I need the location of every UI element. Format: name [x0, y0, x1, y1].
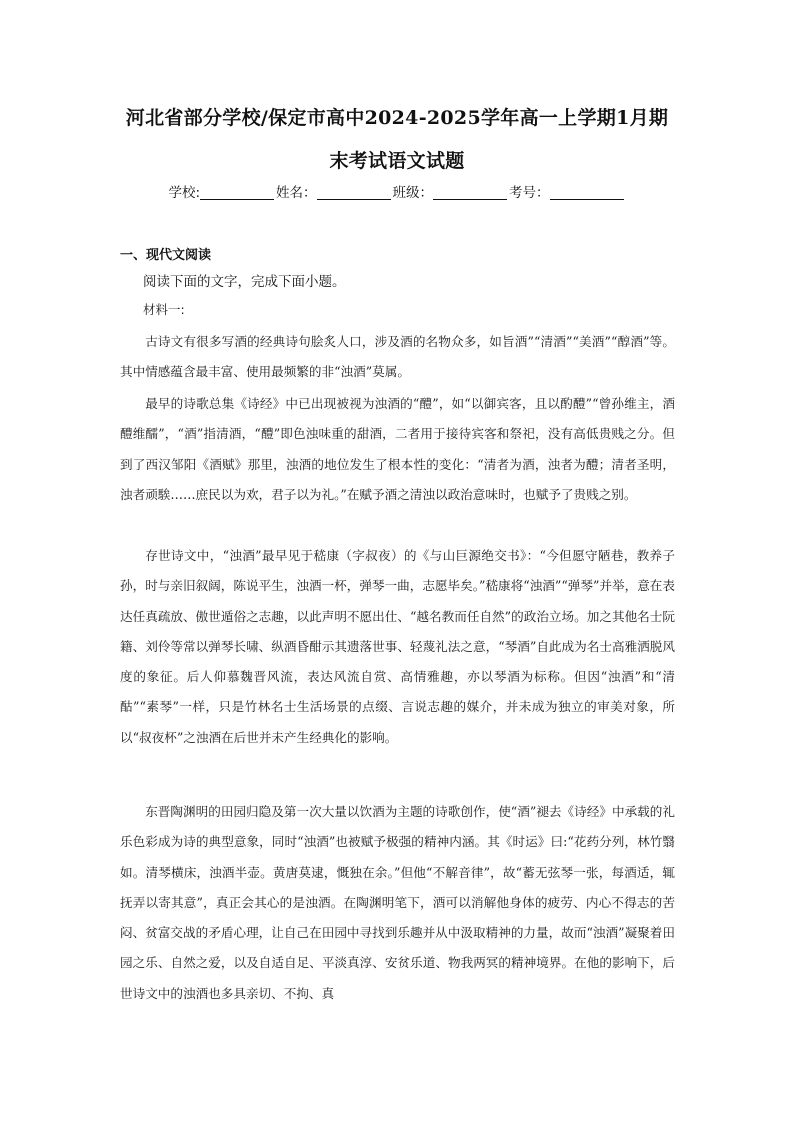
exam-title-line-2: 末考试语文试题: [329, 150, 465, 172]
paragraph-4: [120, 797, 675, 1009]
reading-instruction: 阅读下面的文字，完成下面小题。: [143, 274, 346, 290]
school-label: 学校:: [168, 185, 201, 201]
name-label: 姓名：: [276, 185, 317, 201]
paragraph-text: 东晋陶渊明的田园归隐及第一次大量以饮酒为主题的诗歌创作，使“酒”褪去《诗经》中承载的礼乐色彩成为诗的典型意象，同时“浊酒”也被赋予极强的精神内涵。其《时运》曰:“花药分列，林竹翳如。清琴横床，浊酒半壶。黄唐莫逮，慨独在余。”但他“不解音律”，故“蓄无弦琴一张，每酒适，辄抚弄以寄其意”，真正会其心的是浊酒。在陶渊明笔下，酒可以消解他身体的疲劳、内心不得志的苦闷、贫富交战的矛盾心理，让自己在田园中寻找到乐趣并从中汲取精神的力量，故而“浊酒”凝聚着田园之乐、自然之爱，以及自适自足、平淡真淳、安贫乐道、物我两冥的精神境界。在他的影响下，后世诗文中的浊酒也多具亲切、不拘、真: [120, 804, 675, 1001]
paragraph-1: [120, 327, 675, 388]
exam-title-line-1: 河北省部分学校/保定市高中2024-2025学年高一上学期1月期: [125, 107, 669, 129]
class-blank: [433, 185, 507, 200]
paragraph-text: 古诗文有很多写酒的经典诗句脍炙人口，涉及酒的名物众多，如旨酒”“清酒”“美酒”“醇酒”等。其中情感蕴含最丰富、使用最频繁的非“浊酒”莫属。: [120, 334, 675, 380]
section-heading: 一、现代文阅读: [120, 248, 212, 263]
school-blank: [200, 185, 274, 200]
class-label: 班级：: [392, 185, 434, 201]
paragraph-2: [120, 389, 675, 510]
material-label: 材料一:: [143, 302, 185, 317]
paragraph-text: 存世诗文中，“浊酒”最早见于嵇康（字叔夜）的《与山巨源绝交书》：“今但愿守陋巷，教养子孙，时与亲旧叙阔，陈说平生，浊酒一杯，弹琴一曲，志愿毕矣。”嵇康将“浊酒”“弹琴”并举，意在表达任真疏放、傲世遁俗之志趣，以此声明不愿出仕、“越名教而任自然”的政治立场。加之其他名士阮籍、刘伶等常以弹琴长啸、纵酒昏酣示其遗落世事、轻蔑礼法之意，“琴酒”自此成为名士高雅洒脱风度的象征。后人仰慕魏晋风流，表达风流自赏、高情雅趣，亦以琴酒为标称。但因“浊酒”和“清酤”“素琴”一样，只是竹林名士生活场景的点缀、言说志趣的媒介，并未成为独立的审美对象，所以“叔夜杯”之浊酒在后世并未产生经典化的影响。: [120, 548, 675, 745]
paragraph-text: 最早的诗歌总集《诗经》中已出现被视为浊酒的“醴”，如“以御宾客，且以酌醴”“曾孙维主，酒醴维醹”，“酒”指清酒，“醴”即色浊味重的甜酒，二者用于接待宾客和祭祀，没有高低贵贱之分。但到了西汉邹阳《酒赋》那里，浊酒的地位发生了根本性的变化：“清者为酒，浊者为醴；清者圣明，浊者顽騃……庶民以为欢，君子以为礼。”在赋予酒之清浊以政治意味时，也赋予了贵贱之别。: [120, 396, 675, 502]
exam-no-blank: [550, 185, 624, 200]
name-blank: [317, 185, 391, 200]
paragraph-3: [120, 541, 675, 753]
exam-no-label: 考号：: [509, 185, 550, 201]
student-info-row: [0, 181, 794, 201]
